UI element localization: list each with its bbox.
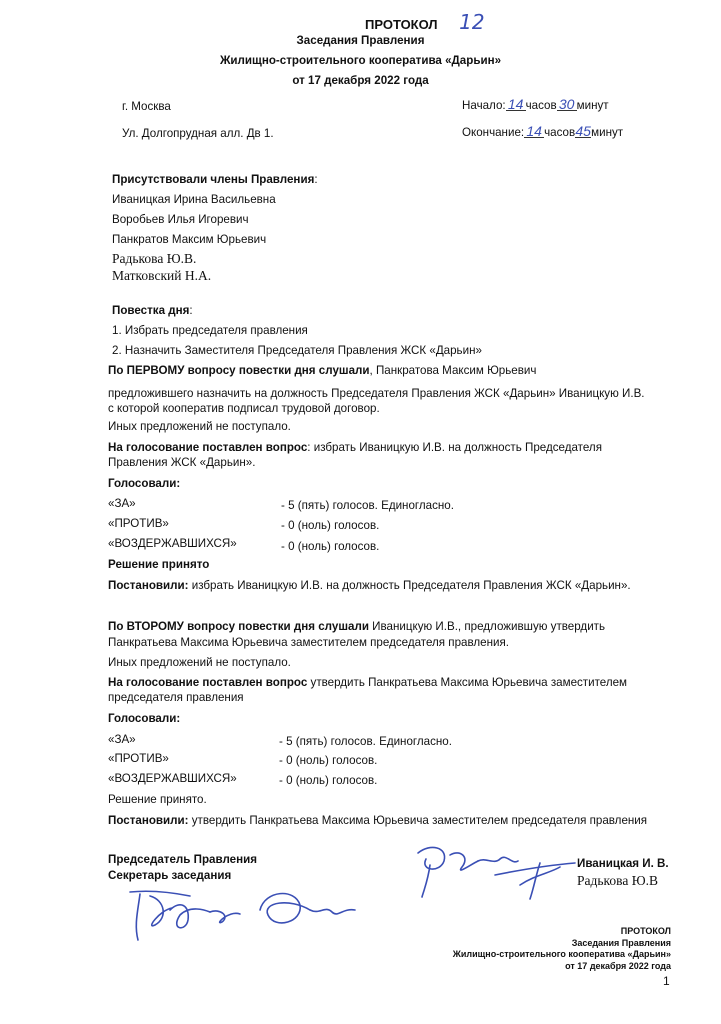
q1-line: Иных предложений не поступало. bbox=[108, 420, 291, 433]
page-number: 1 bbox=[663, 974, 670, 988]
attendees-heading bbox=[112, 173, 318, 186]
q1-line: с которой кооператив подписал трудовой договор. bbox=[108, 402, 380, 415]
secretary-name: Радькова Ю.В bbox=[577, 873, 658, 888]
q1-line: предложившего назначить на должность Председателя Правления ЖСК «Дарьин» Иваницкую И.В. bbox=[108, 387, 645, 400]
q2-za-label: «ЗА» bbox=[108, 733, 136, 746]
org-title: Жилищно-строительного кооператива «Дарьин» bbox=[219, 54, 502, 67]
end-hours: 14 bbox=[524, 125, 544, 138]
end-time bbox=[462, 125, 623, 139]
q2-decision: Решение принято. bbox=[108, 793, 207, 806]
hours-word: часов bbox=[544, 126, 576, 139]
q1-against-value: - 0 (ноль) голосов. bbox=[281, 519, 380, 532]
chair-label: Председатель Правления bbox=[108, 853, 258, 866]
q2-resolved-bold: Постановили: bbox=[108, 814, 189, 827]
q1-vote-question bbox=[108, 441, 602, 454]
attendee-name: Иваницкая Ирина Васильевна bbox=[112, 193, 276, 206]
footer-date: от 17 декабря 2022 года bbox=[565, 960, 671, 971]
end-minutes: 45 bbox=[575, 123, 591, 139]
q2-za-value: - 5 (пять) голосов. Единогласно. bbox=[279, 735, 452, 748]
minutes-word: минут bbox=[576, 99, 609, 112]
footer-org: Жилищно-строительного кооператива «Дарьин» bbox=[452, 949, 671, 959]
q1-decision: Решение принято bbox=[108, 558, 210, 571]
q2-heard bbox=[108, 620, 605, 633]
agenda-item: 1. Избрать председателя правления bbox=[112, 324, 308, 337]
minutes-word: минут bbox=[591, 126, 624, 139]
q2-vote-line2: председателя правления bbox=[108, 691, 244, 704]
attendees-colon: : bbox=[314, 173, 318, 186]
footer-label: ПРОТОКОЛ bbox=[620, 926, 671, 936]
q1-abstain-value: - 0 (ноль) голосов. bbox=[281, 540, 380, 553]
start-label: Начало: bbox=[462, 99, 506, 112]
q2-heard-bold: По ВТОРОМУ вопросу повестки дня слушали bbox=[108, 620, 369, 633]
q1-za-value: - 5 (пять) голосов. Единогласно. bbox=[281, 499, 454, 512]
q2-vote-question bbox=[108, 676, 627, 689]
protocol-number: 12 bbox=[459, 10, 485, 34]
meeting-date: от 17 декабря 2022 года bbox=[292, 74, 429, 87]
agenda-colon: : bbox=[189, 304, 193, 317]
chair-name: Иваницкая И. В. bbox=[577, 857, 669, 870]
q1-heard bbox=[108, 364, 536, 377]
footer-meeting: Заседания Правления bbox=[571, 937, 671, 948]
q2-resolved bbox=[108, 814, 647, 827]
attendee-name: Воробьев Илья Игоревич bbox=[112, 213, 249, 226]
meeting-title: Заседания Правления bbox=[296, 34, 425, 47]
q1-resolved-bold: Постановили: bbox=[108, 579, 189, 592]
q2-line: Панкратьева Максима Юрьевича заместителем председателя правления. bbox=[108, 636, 509, 649]
start-time bbox=[462, 98, 609, 112]
q2-against-value: - 0 (ноль) голосов. bbox=[279, 754, 378, 767]
q1-heard-rest: , Панкратова Максим Юрьевич bbox=[369, 364, 537, 377]
signature-left bbox=[110, 870, 370, 950]
attendees-heading-text: Присутствовали члены Правления bbox=[112, 173, 315, 186]
attendee-typed-name: Радькова Ю.В. bbox=[112, 251, 197, 266]
start-hours: 14 bbox=[506, 98, 526, 111]
agenda-heading bbox=[112, 304, 193, 317]
end-label: Окончание: bbox=[462, 126, 525, 139]
q1-resolved-rest: избрать Иваницкую И.В. на должность Председателя Правления ЖСК «Дарьин». bbox=[188, 579, 631, 592]
q1-resolved bbox=[108, 579, 631, 592]
q2-against-label: «ПРОТИВ» bbox=[108, 752, 169, 765]
agenda-heading-text: Повестка дня bbox=[112, 304, 190, 317]
q2-voted: Голосовали: bbox=[108, 712, 181, 725]
q2-line: Иных предложений не поступало. bbox=[108, 656, 291, 669]
attendee-name: Панкратов Максим Юрьевич bbox=[112, 233, 267, 246]
agenda-item: 2. Назначить Заместителя Председателя Правления ЖСК «Дарьин» bbox=[112, 344, 482, 357]
q1-za-label: «ЗА» bbox=[108, 497, 136, 510]
city: г. Москва bbox=[122, 100, 171, 113]
footer-stamp bbox=[453, 926, 671, 972]
q2-abstain-value: - 0 (ноль) голосов. bbox=[279, 774, 378, 787]
q2-heard-rest: Иваницкую И.В., предложившую утвердить bbox=[368, 620, 606, 633]
secretary-label: Секретарь заседания bbox=[108, 869, 232, 882]
protocol-label: ПРОТОКОЛ bbox=[365, 17, 438, 32]
q1-heard-bold: По ПЕРВОМУ вопросу повестки дня слушали bbox=[108, 364, 370, 377]
q1-vote-rest: : избрать Иваницкую И.В. на должность Председателя bbox=[307, 441, 602, 454]
q1-vote-line2: Правления ЖСК «Дарьин». bbox=[108, 456, 256, 469]
signature-right bbox=[400, 835, 600, 905]
q2-vote-bold: На голосование поставлен вопрос bbox=[108, 676, 308, 689]
protocol-title bbox=[365, 10, 485, 34]
q2-vote-rest: утвердить Панкратьева Максима Юрьевича заместителем bbox=[307, 676, 628, 689]
hours-word: часов bbox=[525, 99, 557, 112]
q2-resolved-rest: утвердить Панкратьева Максима Юрьевича заместителем председателя правления bbox=[188, 814, 648, 827]
address: Ул. Долгопрудная алл. Дв 1. bbox=[122, 127, 274, 140]
q1-abstain-label: «ВОЗДЕРЖАВШИХСЯ» bbox=[108, 537, 237, 550]
q2-abstain-label: «ВОЗДЕРЖАВШИХСЯ» bbox=[108, 772, 237, 785]
q1-against-label: «ПРОТИВ» bbox=[108, 517, 169, 530]
q1-voted: Голосовали: bbox=[108, 477, 181, 490]
attendee-typed-name: Матковский Н.А. bbox=[112, 268, 212, 283]
q1-vote-bold: На голосование поставлен вопрос bbox=[108, 441, 308, 454]
start-minutes: 30 bbox=[557, 98, 577, 111]
